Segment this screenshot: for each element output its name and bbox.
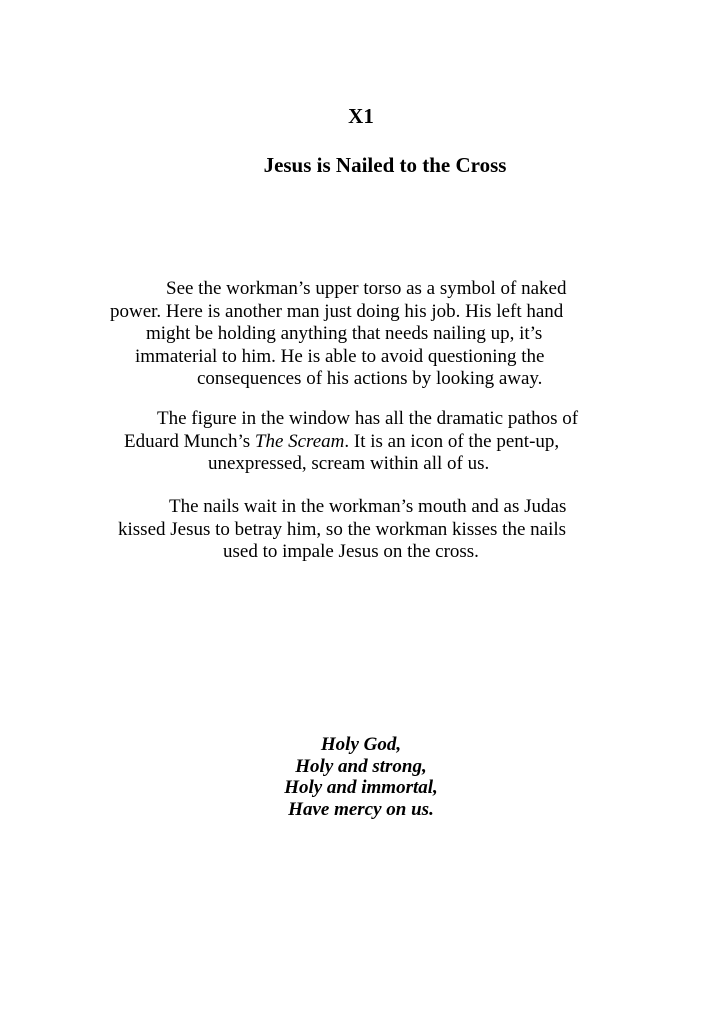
paragraph-1-line: power. Here is another man just doing his job. His left hand [110, 300, 564, 322]
paragraph-2-line: The figure in the window has all the dramatic pathos of [157, 408, 579, 429]
prayer-line: Holy God, [320, 734, 402, 755]
paragraph-3 [0, 496, 722, 564]
paragraph-2-line [124, 431, 722, 454]
paragraph-1-line: immaterial to him. He is able to avoid questioning the [135, 345, 545, 367]
artwork-title: The Scream [254, 430, 345, 452]
paragraph-3-line: used to impale Jesus on the cross. [223, 541, 479, 563]
paragraph-2 [0, 408, 722, 476]
paragraph-3-line: kissed Jesus to betray him, so the workman kisses the nails [118, 518, 567, 540]
prayer-line: Holy and immortal, [284, 777, 438, 798]
paragraph-1-line: See the workman’s upper torso as a symbol of naked [166, 278, 567, 299]
prayer-line: Holy and strong, [295, 755, 427, 777]
paragraph-2-text: . It is an icon of the pent-up, [344, 430, 560, 452]
prayer-line: Have mercy on us. [288, 798, 434, 820]
station-title: Jesus is Nailed to the Cross [263, 153, 507, 177]
prayer [0, 734, 722, 820]
paragraph-1 [0, 278, 722, 391]
paragraph-3-line: The nails wait in the workman’s mouth and as Judas [169, 496, 567, 517]
paragraph-2-line: unexpressed, scream within all of us. [208, 453, 490, 475]
station-number: X1 [348, 104, 374, 128]
paragraph-2-text: Eduard Munch’s [124, 430, 255, 452]
paragraph-1-line: consequences of his actions by looking away. [197, 368, 543, 390]
paragraph-1-line: might be holding anything that needs nailing up, it’s [146, 323, 543, 345]
